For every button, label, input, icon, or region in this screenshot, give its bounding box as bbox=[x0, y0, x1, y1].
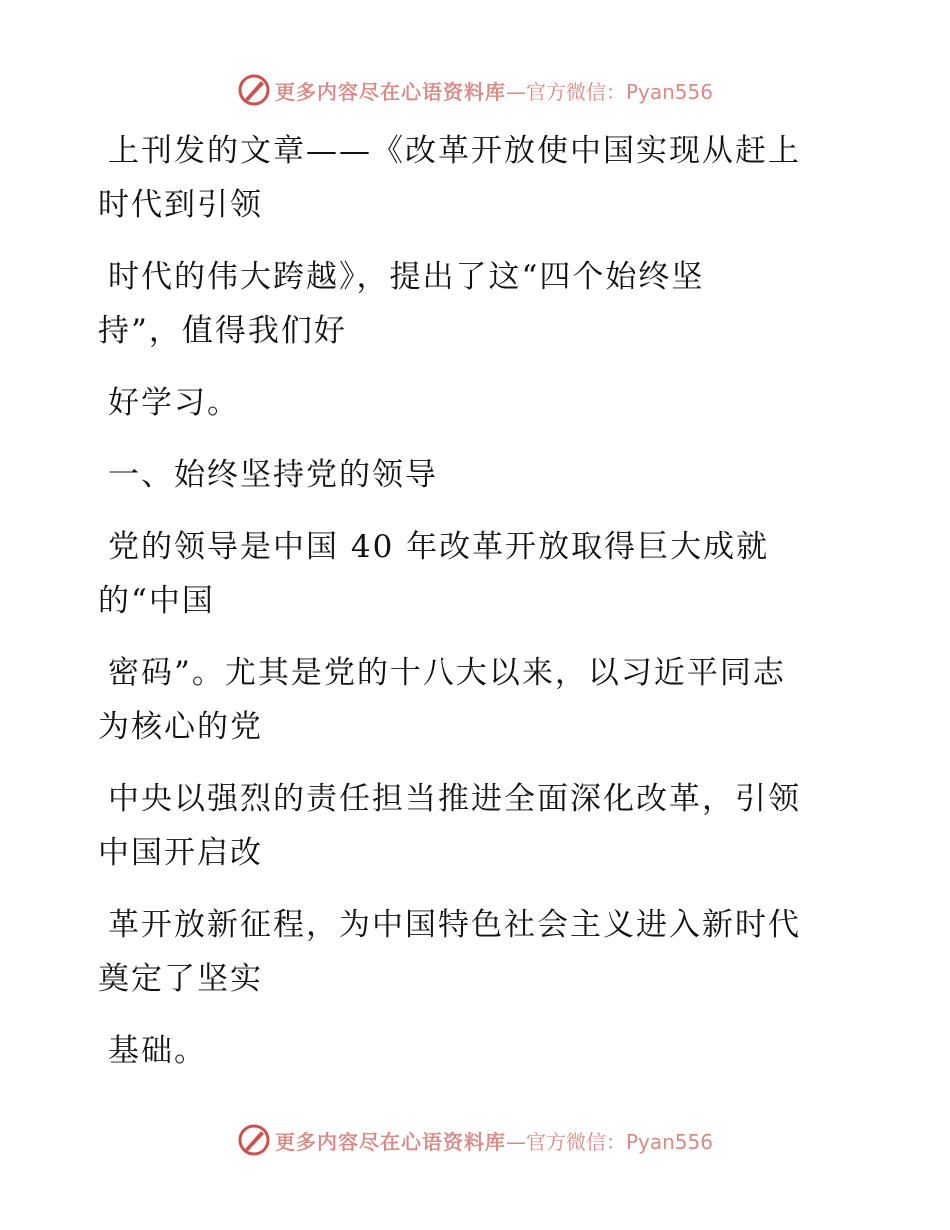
watermark-main-text: 更多内容尽在心语资料库 bbox=[274, 79, 506, 104]
footer-watermark bbox=[0, 1120, 950, 1160]
paragraph bbox=[98, 646, 838, 754]
text-line: 基础。 bbox=[108, 1033, 207, 1069]
text-line: 持”，值得我们好 bbox=[98, 313, 347, 349]
watermark-wechat-text: —官方微信：Pyan556 bbox=[505, 1129, 713, 1154]
text-line: 一、始终坚持党的领导 bbox=[108, 457, 438, 493]
text-line: 时代到引领 bbox=[98, 187, 263, 223]
quill-pen-logo-icon bbox=[237, 73, 271, 107]
paragraph bbox=[98, 898, 838, 1006]
text-line: 为核心的党 bbox=[98, 709, 263, 745]
text-line: 密码”。尤其是党的十八大以来，以习近平同志 bbox=[108, 655, 786, 691]
watermark-wechat-text: —官方微信：Pyan556 bbox=[505, 79, 713, 104]
text-line: 上刊发的文章——《改革开放使中国实现从赶上 bbox=[108, 133, 801, 169]
document-body bbox=[98, 124, 838, 1078]
paragraph bbox=[98, 772, 838, 880]
text-line: 奠定了坚实 bbox=[98, 961, 263, 997]
watermark-main-text: 更多内容尽在心语资料库 bbox=[274, 1129, 506, 1154]
paragraph bbox=[98, 376, 838, 430]
text-line: 好学习。 bbox=[108, 385, 240, 421]
section-heading bbox=[98, 448, 838, 502]
paragraph bbox=[98, 520, 838, 628]
text-line: 革开放新征程，为中国特色社会主义进入新时代 bbox=[108, 907, 801, 943]
paragraph bbox=[98, 250, 838, 358]
text-line: 的“中国 bbox=[98, 583, 215, 619]
header-watermark bbox=[0, 70, 950, 110]
text-line: 时代的伟大跨越》，提出了这“四个始终坚 bbox=[108, 259, 705, 295]
text-line: 党的领导是中国 40 年改革开放取得巨大成就 bbox=[108, 529, 770, 565]
text-line: 中央以强烈的责任担当推进全面深化改革，引领 bbox=[108, 781, 801, 817]
text-line: 中国开启改 bbox=[98, 835, 263, 871]
paragraph bbox=[98, 124, 838, 232]
paragraph bbox=[98, 1024, 838, 1078]
quill-pen-logo-icon bbox=[237, 1123, 271, 1157]
